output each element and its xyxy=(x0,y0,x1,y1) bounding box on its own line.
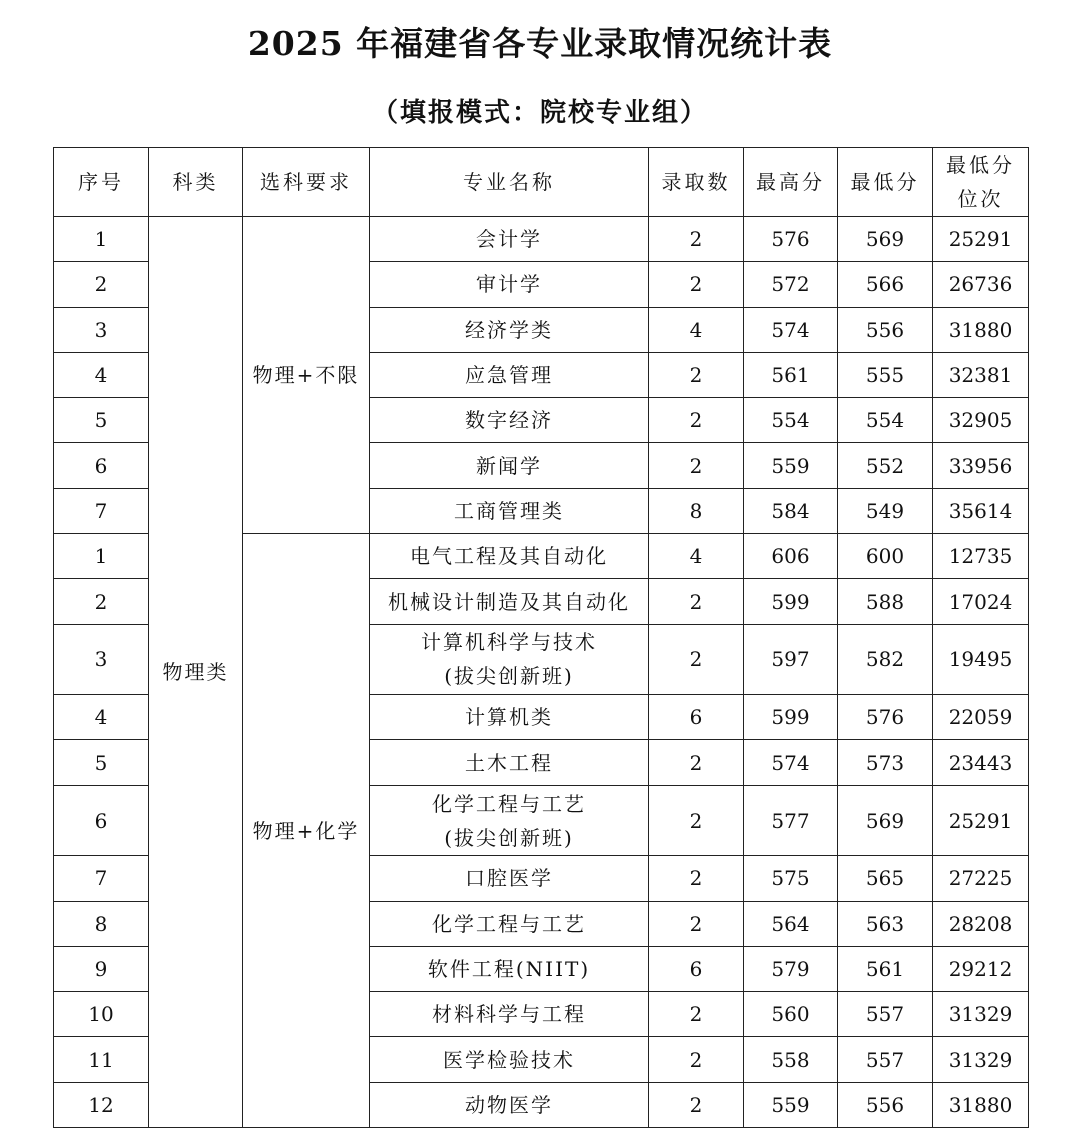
header-admitted-count: 录取数 xyxy=(649,148,744,217)
cell-min-score-rank: 27225 xyxy=(933,856,1029,901)
cell-seq: 2 xyxy=(54,262,149,307)
cell-max-score: 564 xyxy=(744,901,838,946)
cell-major-name xyxy=(370,488,649,533)
cell-major-name xyxy=(370,307,649,352)
header-seq: 序号 xyxy=(54,148,149,217)
major-name-line: 化学工程与工艺 xyxy=(432,791,586,816)
cell-major-name xyxy=(370,534,649,579)
cell-min-score-rank: 35614 xyxy=(933,488,1029,533)
cell-min-score: 561 xyxy=(838,946,933,991)
major-name-line: 审计学 xyxy=(476,272,542,297)
cell-min-score: 569 xyxy=(838,785,933,856)
cell-max-score: 584 xyxy=(744,488,838,533)
major-name-line: 计算机科学与技术 xyxy=(421,630,597,655)
major-name-line: 材料科学与工程 xyxy=(432,1002,586,1027)
cell-admitted-count: 2 xyxy=(649,1082,744,1127)
cell-max-score: 597 xyxy=(744,624,838,695)
cell-max-score: 572 xyxy=(744,262,838,307)
cell-seq: 5 xyxy=(54,740,149,785)
cell-seq: 3 xyxy=(54,307,149,352)
cell-admitted-count: 2 xyxy=(649,217,744,262)
cell-min-score: 565 xyxy=(838,856,933,901)
major-name-line: 计算机类 xyxy=(465,705,553,730)
cell-max-score: 606 xyxy=(744,534,838,579)
cell-min-score-rank: 31329 xyxy=(933,1037,1029,1082)
cell-seq: 1 xyxy=(54,534,149,579)
cell-min-score-rank: 28208 xyxy=(933,901,1029,946)
cell-min-score-rank: 32381 xyxy=(933,352,1029,397)
header-min-score-rank xyxy=(933,148,1029,217)
header-max-score: 最高分 xyxy=(744,148,838,217)
header-min-score: 最低分 xyxy=(838,148,933,217)
major-name-line: (拔尖创新班) xyxy=(444,825,574,850)
header-category: 科类 xyxy=(149,148,243,217)
cell-min-score: 552 xyxy=(838,443,933,488)
cell-min-score: 554 xyxy=(838,398,933,443)
cell-max-score: 560 xyxy=(744,992,838,1037)
major-name-line: 机械设计制造及其自动化 xyxy=(388,589,630,614)
cell-min-score-rank: 23443 xyxy=(933,740,1029,785)
cell-admitted-count: 2 xyxy=(649,1037,744,1082)
cell-seq: 12 xyxy=(54,1082,149,1127)
cell-admitted-count: 2 xyxy=(649,579,744,624)
cell-min-score-rank: 31880 xyxy=(933,307,1029,352)
cell-min-score: 566 xyxy=(838,262,933,307)
table-body xyxy=(54,217,1029,1128)
cell-min-score: 569 xyxy=(838,217,933,262)
cell-min-score: 582 xyxy=(838,624,933,695)
cell-min-score: 556 xyxy=(838,307,933,352)
major-name-line: 应急管理 xyxy=(465,363,553,388)
cell-max-score: 558 xyxy=(744,1037,838,1082)
cell-major-name xyxy=(370,624,649,695)
cell-admitted-count: 4 xyxy=(649,307,744,352)
header-min-score-rank-line2: 位次 xyxy=(957,187,1004,211)
cell-min-score: 556 xyxy=(838,1082,933,1127)
cell-seq: 8 xyxy=(54,901,149,946)
cell-admitted-count: 2 xyxy=(649,398,744,443)
cell-max-score: 559 xyxy=(744,443,838,488)
cell-major-name xyxy=(370,443,649,488)
cell-admitted-count: 8 xyxy=(649,488,744,533)
major-name-line: 电气工程及其自动化 xyxy=(410,544,608,569)
table-row xyxy=(54,217,1029,262)
cell-seq: 7 xyxy=(54,856,149,901)
major-name-line: 新闻学 xyxy=(476,453,542,478)
header-min-score-rank-line1: 最低分 xyxy=(946,153,1015,177)
major-name-line: 经济学类 xyxy=(465,317,553,342)
cell-subject-requirement: 物理+化学 xyxy=(243,534,370,1128)
cell-major-name xyxy=(370,946,649,991)
major-name-line: 土木工程 xyxy=(465,750,553,775)
cell-major-name xyxy=(370,740,649,785)
cell-min-score-rank: 26736 xyxy=(933,262,1029,307)
cell-min-score-rank: 29212 xyxy=(933,946,1029,991)
cell-min-score: 549 xyxy=(838,488,933,533)
major-name-line: 会计学 xyxy=(476,227,542,252)
cell-min-score: 600 xyxy=(838,534,933,579)
cell-subject-requirement: 物理+不限 xyxy=(243,217,370,534)
cell-min-score-rank: 22059 xyxy=(933,695,1029,740)
cell-seq: 1 xyxy=(54,217,149,262)
cell-min-score: 557 xyxy=(838,992,933,1037)
cell-seq: 2 xyxy=(54,579,149,624)
cell-seq: 6 xyxy=(54,785,149,856)
cell-admitted-count: 2 xyxy=(649,992,744,1037)
cell-min-score: 555 xyxy=(838,352,933,397)
cell-category: 物理类 xyxy=(149,217,243,1128)
cell-major-name xyxy=(370,262,649,307)
major-name-line: 动物医学 xyxy=(465,1092,553,1117)
cell-major-name xyxy=(370,785,649,856)
cell-min-score-rank: 31880 xyxy=(933,1082,1029,1127)
cell-major-name xyxy=(370,1037,649,1082)
major-name-line: 化学工程与工艺 xyxy=(432,911,586,936)
admission-stats-table xyxy=(53,147,1029,1128)
cell-min-score: 573 xyxy=(838,740,933,785)
major-name-line: 医学检验技术 xyxy=(443,1047,575,1072)
major-name-line: 工商管理类 xyxy=(454,498,564,523)
cell-min-score-rank: 33956 xyxy=(933,443,1029,488)
cell-admitted-count: 2 xyxy=(649,856,744,901)
cell-max-score: 599 xyxy=(744,695,838,740)
cell-max-score: 575 xyxy=(744,856,838,901)
header-subject-requirement: 选科要求 xyxy=(243,148,370,217)
page-subtitle: （填报模式：院校专业组） xyxy=(371,98,708,128)
cell-min-score-rank: 32905 xyxy=(933,398,1029,443)
cell-major-name xyxy=(370,856,649,901)
cell-admitted-count: 2 xyxy=(649,262,744,307)
cell-max-score: 579 xyxy=(744,946,838,991)
cell-min-score-rank: 25291 xyxy=(933,785,1029,856)
cell-seq: 3 xyxy=(54,624,149,695)
cell-seq: 9 xyxy=(54,946,149,991)
cell-admitted-count: 2 xyxy=(649,785,744,856)
cell-min-score-rank: 31329 xyxy=(933,992,1029,1037)
cell-max-score: 577 xyxy=(744,785,838,856)
cell-seq: 4 xyxy=(54,352,149,397)
cell-major-name xyxy=(370,1082,649,1127)
cell-major-name xyxy=(370,217,649,262)
cell-max-score: 574 xyxy=(744,307,838,352)
cell-min-score: 563 xyxy=(838,901,933,946)
cell-admitted-count: 6 xyxy=(649,946,744,991)
cell-admitted-count: 2 xyxy=(649,352,744,397)
major-name-line: 口腔医学 xyxy=(465,866,553,891)
header-major-name: 专业名称 xyxy=(370,148,649,217)
cell-admitted-count: 6 xyxy=(649,695,744,740)
cell-seq: 11 xyxy=(54,1037,149,1082)
cell-admitted-count: 2 xyxy=(649,901,744,946)
cell-major-name xyxy=(370,695,649,740)
major-name-line: 数字经济 xyxy=(465,408,553,433)
cell-admitted-count: 2 xyxy=(649,443,744,488)
cell-seq: 5 xyxy=(54,398,149,443)
cell-seq: 4 xyxy=(54,695,149,740)
cell-min-score: 557 xyxy=(838,1037,933,1082)
cell-min-score-rank: 17024 xyxy=(933,579,1029,624)
cell-min-score-rank: 12735 xyxy=(933,534,1029,579)
cell-seq: 7 xyxy=(54,488,149,533)
cell-major-name xyxy=(370,579,649,624)
cell-max-score: 574 xyxy=(744,740,838,785)
cell-major-name xyxy=(370,992,649,1037)
cell-seq: 6 xyxy=(54,443,149,488)
cell-min-score: 588 xyxy=(838,579,933,624)
page-title: 2025 年福建省各专业录取情况统计表 xyxy=(247,24,833,63)
cell-admitted-count: 4 xyxy=(649,534,744,579)
cell-admitted-count: 2 xyxy=(649,740,744,785)
cell-min-score: 576 xyxy=(838,695,933,740)
cell-max-score: 554 xyxy=(744,398,838,443)
cell-max-score: 599 xyxy=(744,579,838,624)
cell-seq: 10 xyxy=(54,992,149,1037)
cell-major-name xyxy=(370,901,649,946)
cell-admitted-count: 2 xyxy=(649,624,744,695)
cell-min-score-rank: 19495 xyxy=(933,624,1029,695)
major-name-line: 软件工程(NIIT) xyxy=(427,957,591,981)
major-name-line: (拔尖创新班) xyxy=(444,664,574,689)
cell-max-score: 559 xyxy=(744,1082,838,1127)
cell-max-score: 576 xyxy=(744,217,838,262)
cell-max-score: 561 xyxy=(744,352,838,397)
table-header-row xyxy=(54,148,1029,217)
cell-min-score-rank: 25291 xyxy=(933,217,1029,262)
cell-major-name xyxy=(370,352,649,397)
cell-major-name xyxy=(370,398,649,443)
